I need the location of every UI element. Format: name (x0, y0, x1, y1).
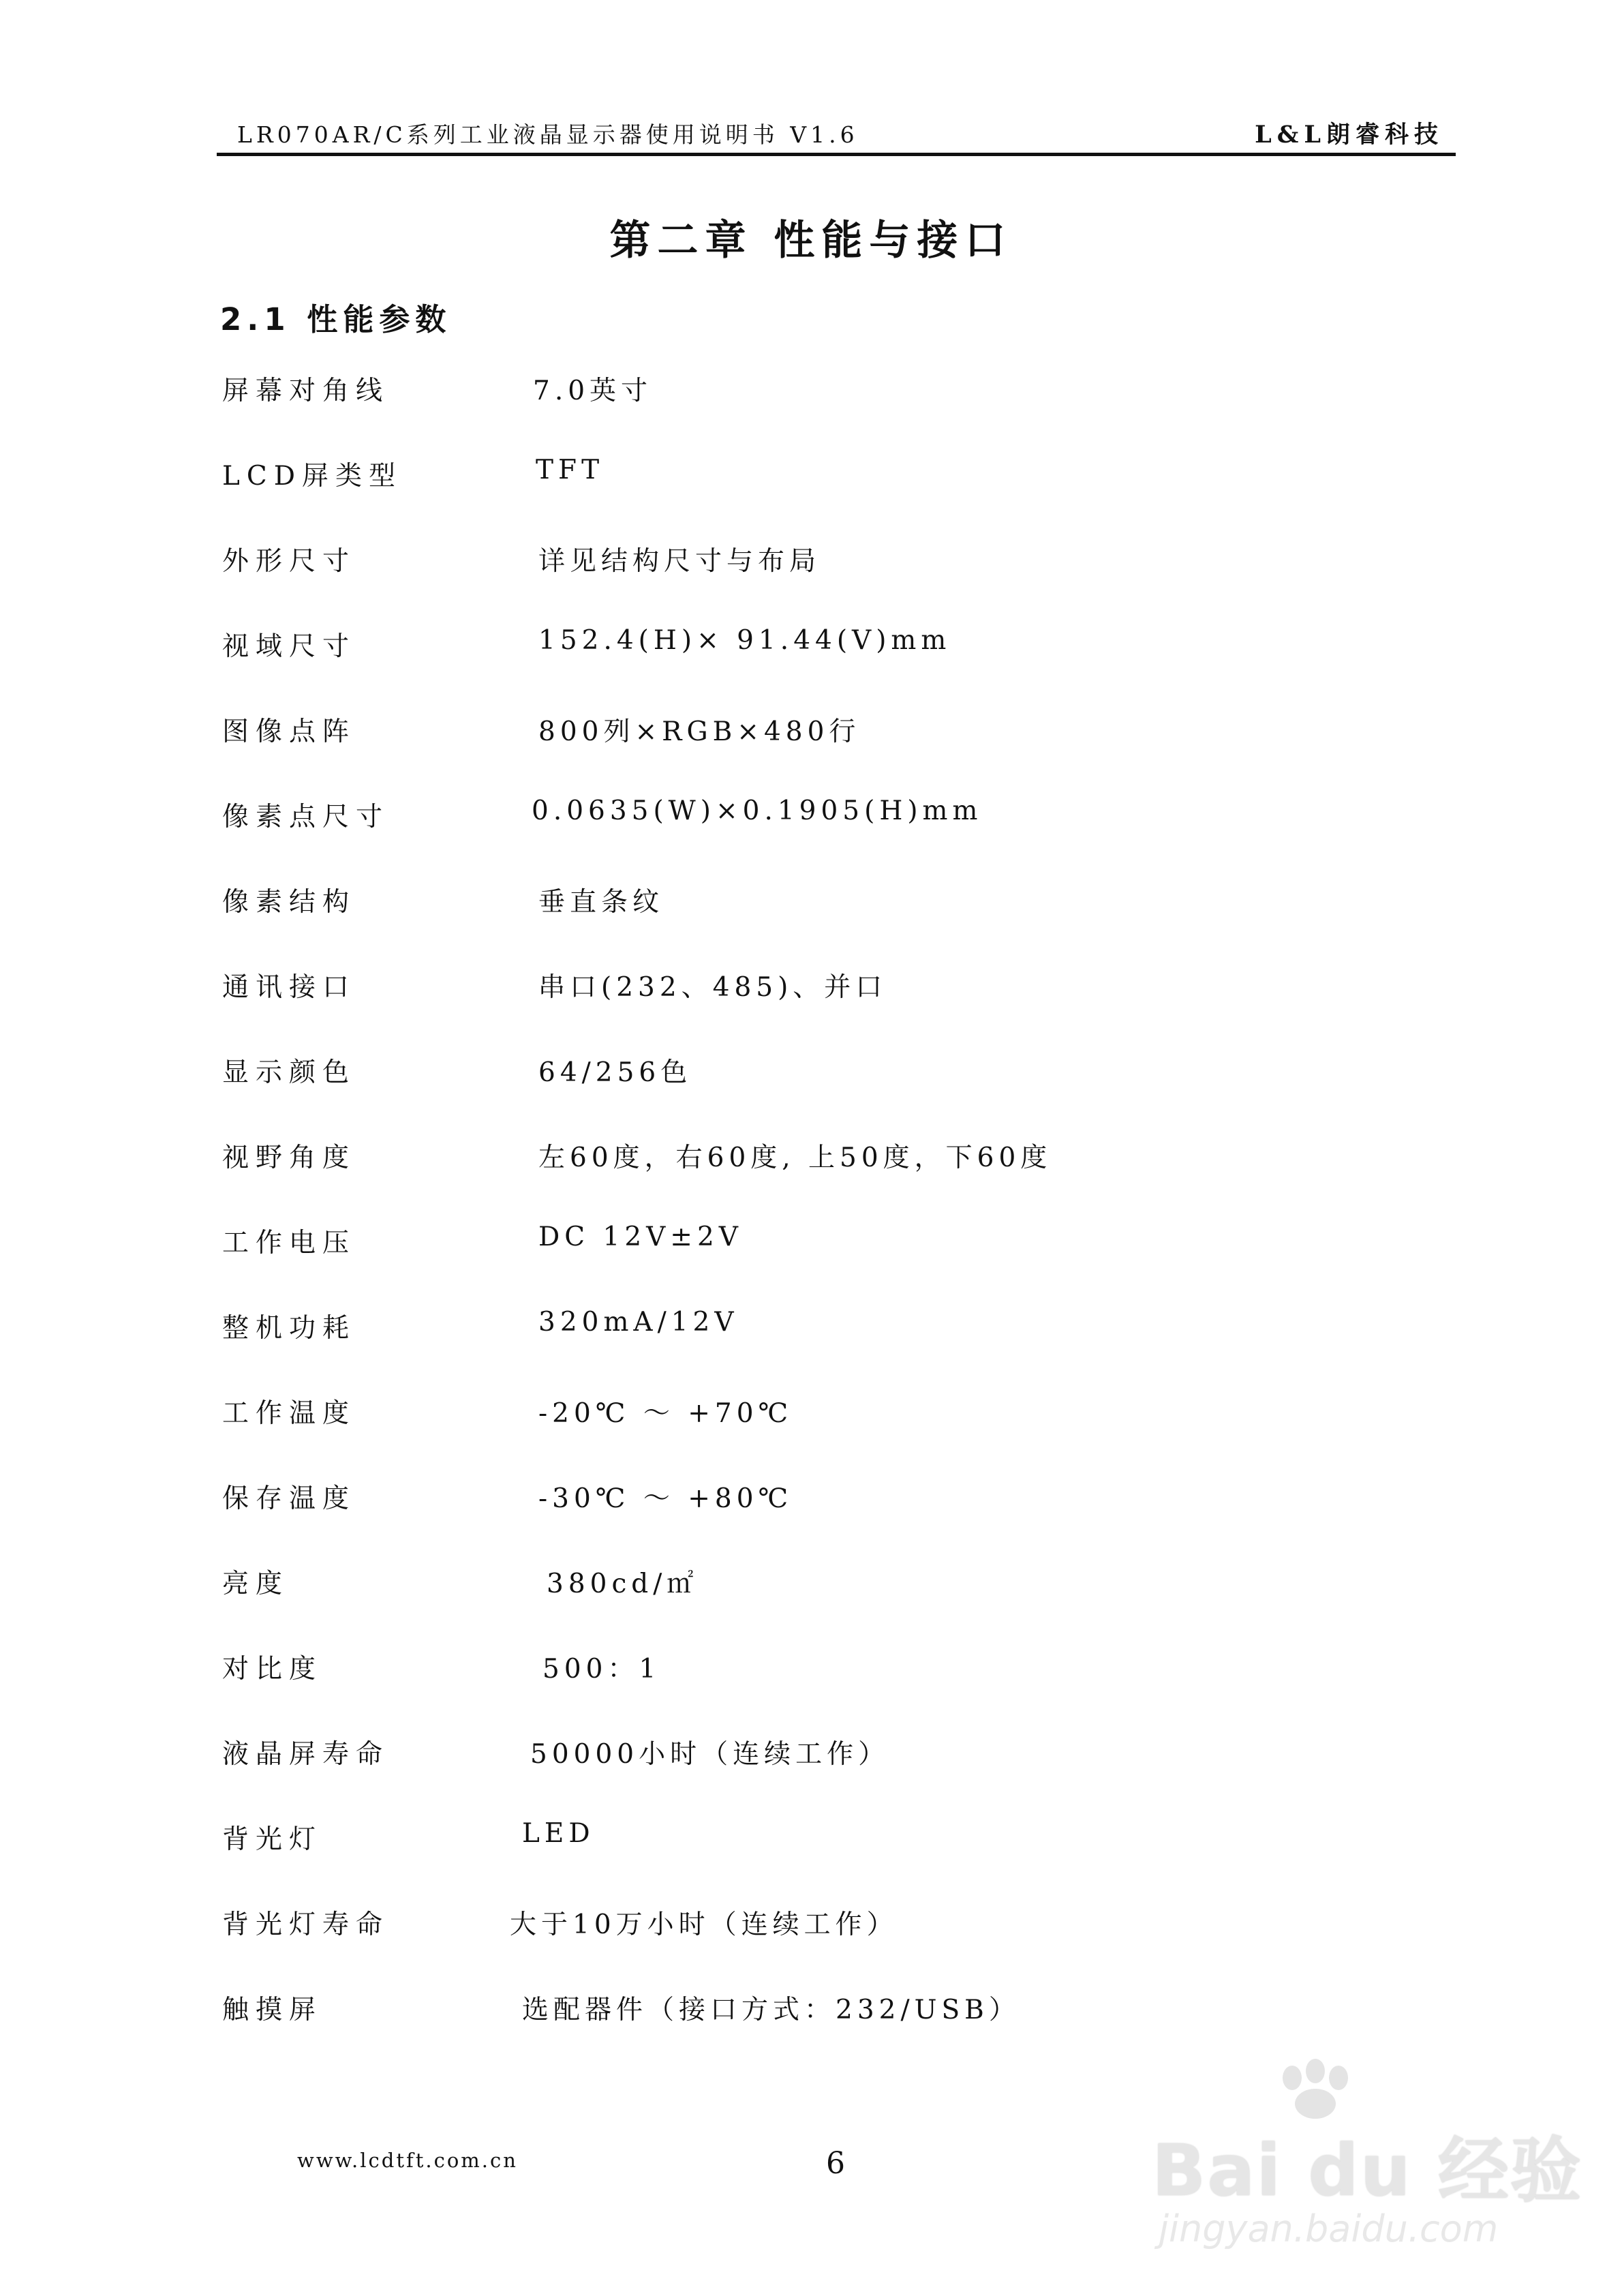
spec-value: 串口(232、485)、并口 (538, 972, 887, 1003)
spec-value: DC 12V±2V (538, 1222, 743, 1252)
spec-value: -20℃ ～ +70℃ (538, 1398, 793, 1429)
watermark-brand: Bai du 经验 (1152, 2129, 1582, 2212)
spec-label: 亮度 (222, 1569, 290, 1599)
spec-row (0, 966, 1622, 1007)
spec-row (0, 1307, 1622, 1348)
spec-label: 屏幕对角线 (222, 376, 390, 406)
spec-label: 背光灯寿命 (222, 1909, 390, 1940)
spec-row (0, 1222, 1622, 1263)
spec-row (0, 1648, 1622, 1689)
spec-row (0, 1477, 1622, 1518)
spec-row (0, 1989, 1622, 2029)
company-name: L&L朗睿科技 (1255, 121, 1443, 149)
spec-row (0, 1562, 1622, 1603)
spec-value: 左60度，右60度, 上50度，下60度 (538, 1143, 1052, 1173)
spec-label: 背光灯 (222, 1824, 323, 1855)
page-header (217, 115, 1456, 156)
spec-value: LED (522, 1818, 595, 1849)
spec-value: 380cd/㎡ (547, 1569, 699, 1599)
spec-row (0, 1136, 1622, 1177)
watermark (1152, 2059, 1582, 2263)
paw-icon (1268, 2059, 1363, 2120)
spec-label: 像素结构 (222, 887, 356, 918)
spec-row (0, 1903, 1622, 1944)
spec-value: 垂直条纹 (538, 887, 664, 918)
spec-row (0, 1392, 1622, 1433)
spec-label: 外形尺寸 (222, 546, 356, 577)
spec-row (0, 455, 1622, 496)
spec-value: 800列×RGB×480行 (538, 716, 861, 747)
spec-label: 工作温度 (222, 1398, 356, 1429)
spec-value: 大于10万小时（连续工作） (510, 1909, 898, 1940)
spec-label: 视域尺寸 (222, 631, 356, 662)
spec-value: 选配器件（接口方式：232/USB） (522, 1995, 1020, 2025)
spec-label: 液晶屏寿命 (222, 1739, 390, 1770)
spec-value: -30℃ ～ +80℃ (538, 1483, 793, 1514)
spec-row (0, 369, 1622, 410)
spec-value: 500：1 (542, 1654, 661, 1685)
spec-value: 320mA/12V (538, 1307, 739, 1338)
spec-label: 触摸屏 (222, 1995, 323, 2025)
watermark-url: jingyan.baidu.com (1159, 2207, 1499, 2250)
spec-value: 0.0635(W)×0.1905(H)mm (532, 796, 983, 826)
spec-label: 图像点阵 (222, 716, 356, 747)
footer-url: www.lcdtft.com.cn (297, 2149, 518, 2172)
chapter-title: 第二章 性能与接口 (609, 217, 1013, 265)
spec-label: 视野角度 (222, 1143, 356, 1173)
spec-label: 通讯接口 (222, 972, 356, 1003)
spec-label: 显示颜色 (222, 1057, 356, 1088)
spec-value: TFT (536, 455, 605, 485)
spec-label: 保存温度 (222, 1483, 356, 1514)
spec-value: 7.0英寸 (533, 376, 653, 406)
spec-row (0, 1818, 1622, 1859)
section-heading: 2.1 性能参数 (220, 301, 452, 337)
spec-row (0, 625, 1622, 666)
spec-label: 工作电压 (222, 1228, 356, 1258)
spec-value: 64/256色 (538, 1057, 692, 1088)
spec-row (0, 796, 1622, 836)
spec-row (0, 1051, 1622, 1092)
spec-row (0, 540, 1622, 581)
spec-label: LCD屏类型 (222, 461, 403, 492)
document-title: LR070AR/C系列工业液晶显示器使用说明书 V1.6 (237, 121, 859, 148)
spec-label: 整机功耗 (222, 1313, 356, 1344)
spec-label: 像素点尺寸 (222, 802, 390, 832)
spec-label: 对比度 (222, 1654, 323, 1685)
spec-value: 152.4(H)× 91.44(V)mm (538, 625, 951, 656)
spec-row (0, 1733, 1622, 1774)
spec-row (0, 710, 1622, 751)
spec-value: 详见结构尺寸与布局 (538, 546, 821, 577)
page-number: 6 (826, 2146, 845, 2181)
spec-row (0, 881, 1622, 922)
spec-value: 50000小时（连续工作） (530, 1739, 890, 1770)
